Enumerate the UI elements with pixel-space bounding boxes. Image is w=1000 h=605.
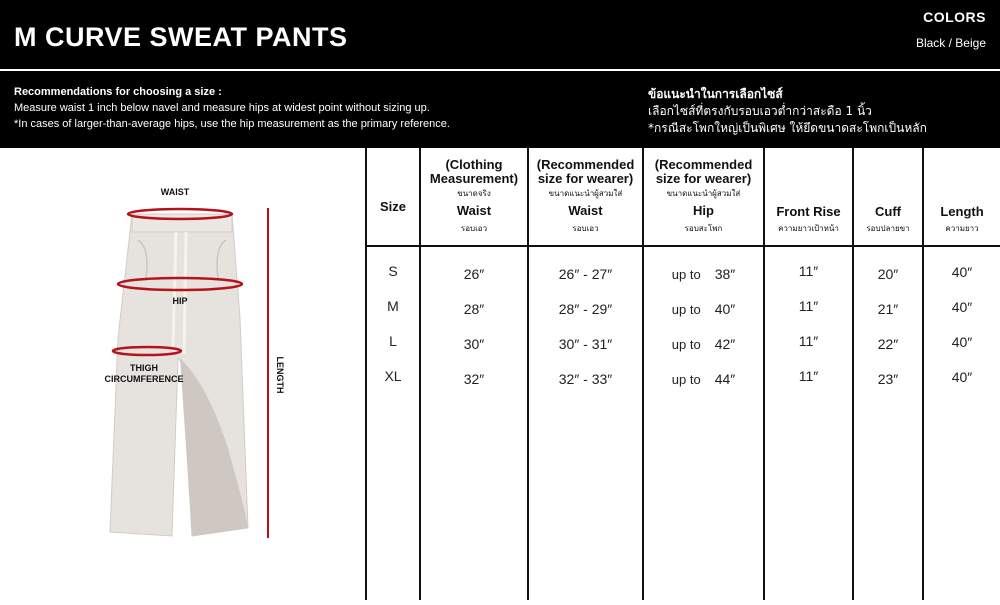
cell-recommended-waist: 30″ - 31″ (558, 336, 613, 352)
cell-waist: 26″ (463, 266, 485, 282)
thigh-label: THIGH CIRCUMFERENCE (104, 363, 184, 384)
cell-size: L (389, 333, 397, 349)
size-chart-table (365, 148, 1000, 600)
product-title: M CURVE SWEAT PANTS (14, 22, 348, 52)
cell-cuff: 21″ (877, 301, 899, 317)
header-cuff: Cuff รอบปลายขา (866, 204, 910, 233)
cell-length: 40″ (951, 334, 973, 350)
header-front-rise: Front Rise ความยาวเป้าหน้า (776, 204, 841, 233)
header-size: Size (379, 199, 406, 214)
header-length: Length ความยาว (940, 204, 984, 233)
header-recommended-waist: (Recommended size for wearer) ขนาดแนะนำผู้สวมใส่ Waist รอบเอว (536, 157, 635, 233)
cell-hip: up to 38″ (671, 266, 736, 282)
colors-value: Black / Beige (915, 36, 986, 50)
length-label: LENGTH (275, 356, 285, 394)
cell-cuff: 23″ (877, 371, 899, 387)
recommendations-thai-title: ข้อแนะนำในการเลือกไซส์ (648, 87, 783, 101)
recommendations-thai-line-1: เลือกไซส์ที่ตรงกับรอบเอวต่ำกว่าสะดือ 1 นิ้ว (648, 104, 872, 118)
cell-length: 40″ (951, 369, 973, 385)
cell-hip: up to 44″ (671, 371, 736, 387)
header-clothing-waist: (Clothing Measurement) ขนาดจริง Waist รอบเอว (429, 157, 519, 233)
cell-waist: 32″ (463, 371, 485, 387)
cell-hip: up to 42″ (671, 336, 736, 352)
cell-size: XL (384, 368, 402, 384)
cell-hip: up to 40″ (671, 301, 736, 317)
colors-heading: COLORS (923, 9, 986, 25)
recommendations-english-line-2: *In cases of larger-than-average hips, use the hip measurement as the primary reference. (14, 118, 450, 130)
cell-cuff: 20″ (877, 266, 899, 282)
header-recommended-hip: (Recommended size for wearer) ขนาดแนะนำผู้สวมใส่ Hip รอบสะโพก (654, 157, 753, 233)
header-banner (0, 0, 1000, 148)
cell-waist: 30″ (463, 336, 485, 352)
cell-recommended-waist: 28″ - 29″ (558, 301, 613, 317)
cell-front-rise: 11″ (798, 333, 819, 349)
hip-label: HIP (172, 296, 188, 306)
cell-length: 40″ (951, 299, 973, 315)
recommendations-english-title: Recommendations for choosing a size : (14, 86, 222, 98)
cell-size: S (388, 263, 398, 279)
cell-length: 40″ (951, 264, 973, 280)
recommendations-thai (648, 86, 993, 137)
recommendations-english (14, 84, 614, 132)
cell-cuff: 22″ (877, 336, 899, 352)
cell-size: M (387, 298, 399, 314)
header-divider (0, 69, 1000, 71)
recommendations-english-line-1: Measure waist 1 inch below navel and measure hips at widest point without sizing up. (14, 102, 430, 114)
cell-front-rise: 11″ (798, 263, 819, 279)
waist-label: WAIST (160, 187, 190, 197)
cell-front-rise: 11″ (798, 368, 819, 384)
cell-recommended-waist: 32″ - 33″ (558, 371, 613, 387)
cell-front-rise: 11″ (798, 298, 819, 314)
recommendations-thai-line-2: *กรณีสะโพกใหญ่เป็นพิเศษ ให้ยึดขนาดสะโพกเป็นหลัก (648, 121, 927, 135)
cell-recommended-waist: 26″ - 27″ (558, 266, 613, 282)
cell-waist: 28″ (463, 301, 485, 317)
pants-measurement-figure (0, 148, 365, 600)
